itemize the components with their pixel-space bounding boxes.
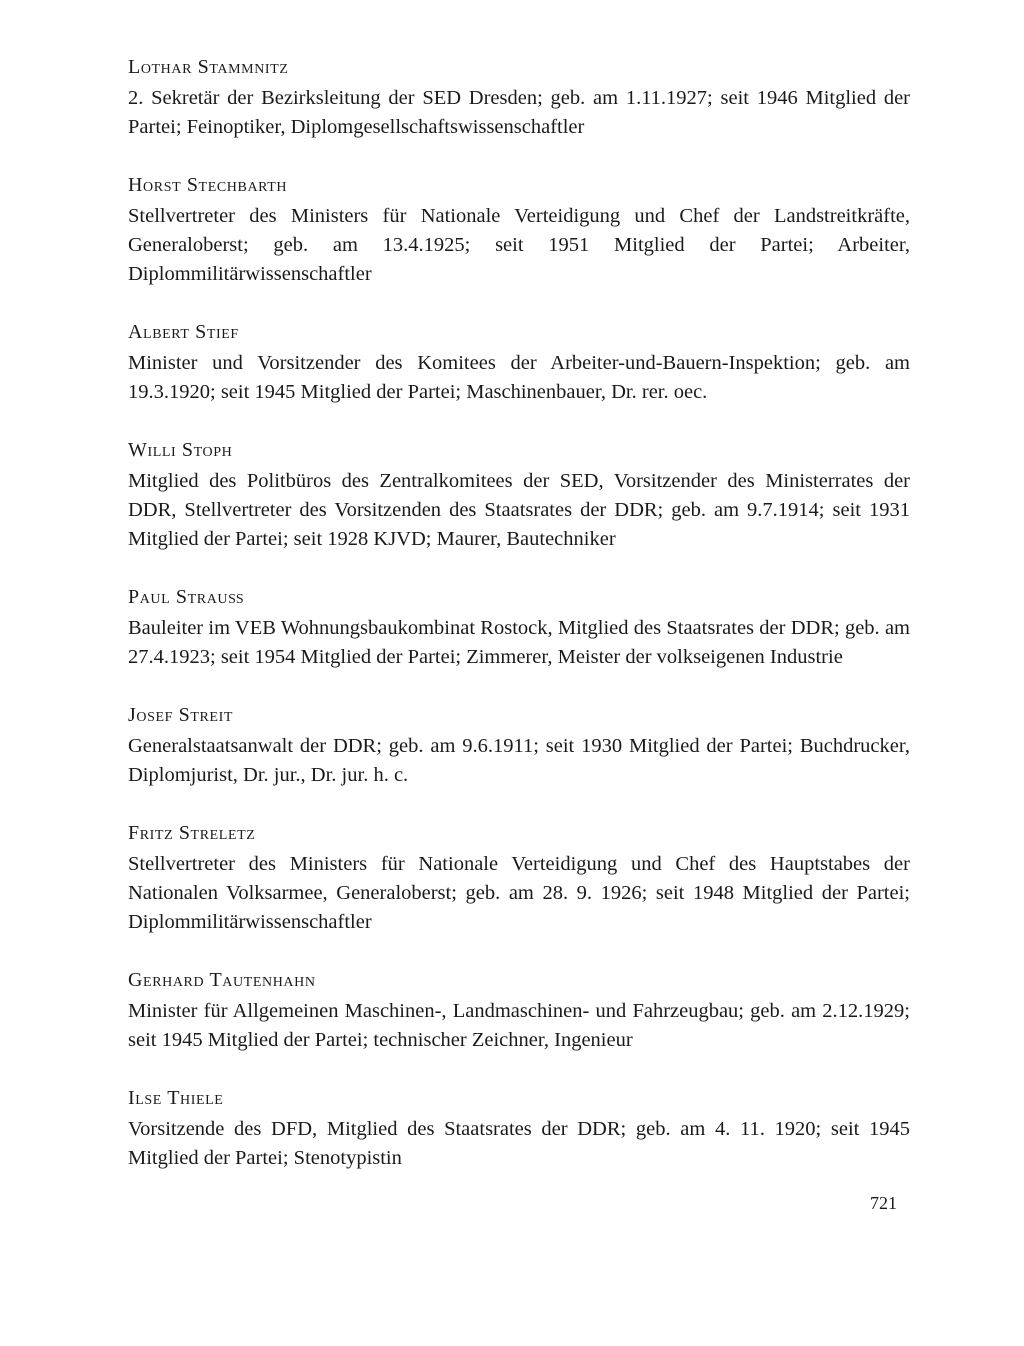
entry-text: Vorsitzende des DFD, Mitglied des Staatsrates der DDR; geb. am 4. 11. 1920; seit 1945 Mitglied der Partei; Stenotypistin (128, 1118, 910, 1169)
entry-name: Josef Streit (128, 704, 233, 726)
entry-gerhard-tautenhahn (128, 965, 910, 1055)
entry-name: Gerhard Tautenhahn (128, 969, 316, 991)
page-body (128, 52, 910, 1201)
entry-name: Paul Strauß (128, 586, 245, 608)
entry-text: 2. Sekretär der Bezirksleitung der SED Dresden; geb. am 1.11.1927; seit 1946 Mitglied der Partei; Feinoptiker, Diplomgesellschaftswissenschaftler (128, 87, 910, 138)
page-number: 721 (870, 1193, 897, 1213)
entry-text: Minister und Vorsitzender des Komitees der Arbeiter-und-Bauern-Inspektion; geb. am 19.3.1920; seit 1945 Mitglied der Partei; Maschinenbauer, Dr. rer. oec. (128, 352, 910, 403)
entry-name: Albert Stief (128, 321, 239, 343)
entry-paul-strauss (128, 582, 910, 672)
entry-name: Lothar Stammnitz (128, 56, 289, 78)
entry-fritz-streletz (128, 818, 910, 937)
entry-text: Mitglied des Politbüros des Zentralkomitees der SED, Vorsitzender des Ministerrates der DDR, Stellvertreter des Vorsitzenden des Staatsrates der DDR; geb. am 9.7.1914; seit 1931 Mitglied der Partei; seit 1928 KJVD; Maurer, Bautechniker (128, 470, 910, 550)
entry-josef-streit (128, 700, 910, 790)
entry-text: Bauleiter im VEB Wohnungsbaukombinat Rostock, Mitglied des Staatsrates der DDR; geb. am 27.4.1923; seit 1954 Mitglied der Partei; Zimmerer, Meister der volkseigenen Industrie (128, 617, 910, 668)
entry-albert-stief (128, 317, 910, 407)
entry-lothar-stammnitz (128, 52, 910, 142)
entry-text: Minister für Allgemeinen Maschinen-, Landmaschinen- und Fahrzeugbau; geb. am 2.12.1929; seit 1945 Mitglied der Partei; technischer Zeichner, Ingenieur (128, 1000, 910, 1051)
entry-horst-stechbarth (128, 170, 910, 289)
entry-text: Generalstaatsanwalt der DDR; geb. am 9.6.1911; seit 1930 Mitglied der Partei; Buchdrucker, Diplomjurist, Dr. jur., Dr. jur. h. c. (128, 735, 910, 786)
entry-text: Stellvertreter des Ministers für Nationale Verteidigung und Chef des Hauptstabes der Nationalen Volksarmee, Generaloberst; geb. am 28. 9. 1926; seit 1948 Mitglied der Partei; Diplommilitärwissenschaftler (128, 853, 910, 933)
entry-text: Stellvertreter des Ministers für Nationale Verteidigung und Chef der Landstreitkräfte, Generaloberst; geb. am 13.4.1925; seit 1951 Mitglied der Partei; Arbeiter, Diplommilitärwissenschaftler (128, 205, 910, 285)
entry-name: Horst Stechbarth (128, 174, 288, 196)
entry-name: Fritz Streletz (128, 822, 256, 844)
entry-willi-stoph (128, 435, 910, 554)
entry-name: Ilse Thiele (128, 1087, 224, 1109)
entry-name: Willi Stoph (128, 439, 233, 461)
entry-ilse-thiele (128, 1083, 910, 1173)
